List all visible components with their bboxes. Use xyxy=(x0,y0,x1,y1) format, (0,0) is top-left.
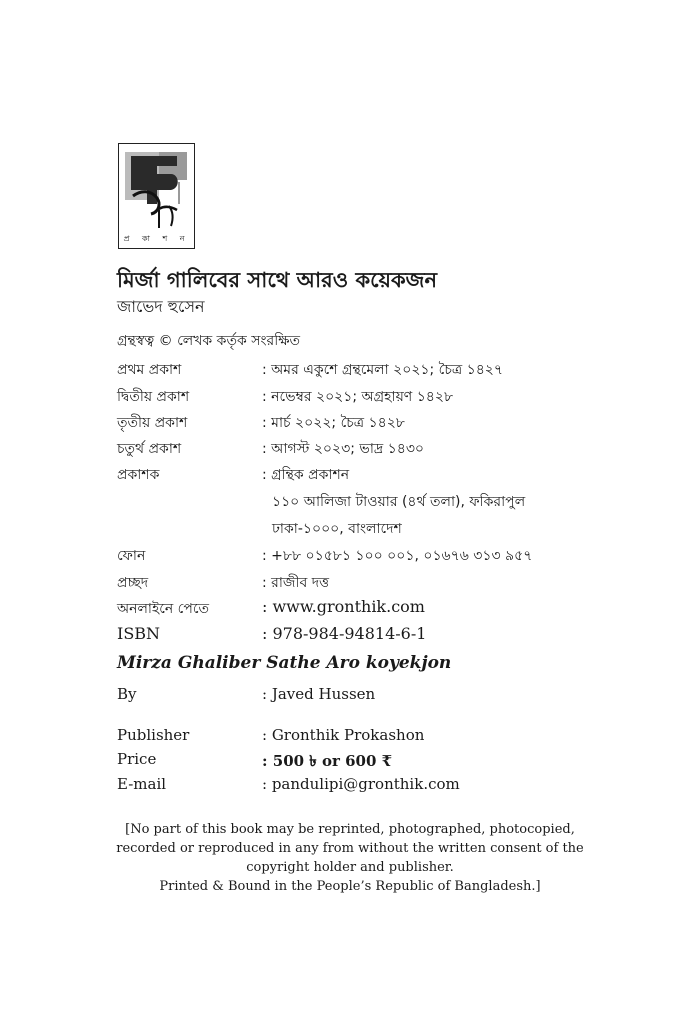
rights-notice xyxy=(100,820,600,896)
detail-value: : আগস্ট ২০২৩; ভাদ্র ১৪৩০ xyxy=(262,441,425,457)
detail-label: প্রকাশক xyxy=(117,467,160,483)
detail-label: দ্বিতীয় প্রকাশ xyxy=(117,389,190,405)
detail-label: তৃতীয় প্রকাশ xyxy=(117,415,188,431)
author-name: জাভেদ হুসেন xyxy=(117,297,205,316)
english-publisher-label: Publisher xyxy=(117,726,190,744)
website-link[interactable]: : www.gronthik.com xyxy=(262,597,425,616)
online-label: অনলাইনে পেতে xyxy=(117,601,209,617)
notice-line: recorded or reproduced in any from without the written consent of the xyxy=(116,841,584,856)
english-price-label: Price xyxy=(117,750,157,768)
contact-label: ফোন xyxy=(117,548,146,564)
detail-value: : গ্রন্থিক প্রকাশন xyxy=(262,467,350,483)
contact-value: : রাজীব দত্ত xyxy=(262,575,330,591)
contact-value: : +৮৮ ০১৫৮১ ১০০ ০০১, ০১৬৭৬ ৩১৩ ৯৫৭ xyxy=(262,548,533,564)
isbn-value: : 978-984-94814-6-1 xyxy=(262,624,427,643)
logo-caption: প্র কা শ ন xyxy=(123,234,190,243)
detail-label: প্রথম প্রকাশ xyxy=(117,362,182,378)
english-by-label: By xyxy=(117,685,137,703)
detail-label: চতুর্থ প্রকাশ xyxy=(117,441,182,457)
isbn-label: ISBN xyxy=(117,624,161,643)
copyright-line: গ্রন্থস্বত্ব © লেখক কর্তৃক সংরক্ষিত xyxy=(117,333,301,349)
detail-value: : নভেম্বর ২০২১; অগ্রহায়ণ ১৪২৮ xyxy=(262,389,454,405)
english-price-value: : 500 ৳ or 600 ₹ xyxy=(262,752,393,770)
detail-value: : মার্চ ২০২২; চৈত্র ১৪২৮ xyxy=(262,415,405,431)
book-title: মির্জা গালিবের সাথে আরও কয়েকজন xyxy=(117,268,437,292)
english-title: Mirza Ghaliber Sathe Aro koyekjon xyxy=(117,653,452,673)
notice-line: Printed & Bound in the People’s Republic of Bangladesh.] xyxy=(159,879,541,894)
english-email-label: E-mail xyxy=(117,775,167,793)
publisher-address-line: ঢাকা-১০০০, বাংলাদেশ xyxy=(272,521,402,537)
notice-line: [No part of this book may be reprinted, photographed, photocopied, xyxy=(125,822,575,837)
contact-label: প্রচ্ছদ xyxy=(117,575,149,591)
notice-line: copyright holder and publisher. xyxy=(246,860,454,875)
english-by-value: : Javed Hussen xyxy=(262,685,376,703)
publisher-address-line: ১১০ আলিজা টাওয়ার (৪র্থ তলা), ফকিরাপুল xyxy=(272,494,526,510)
detail-value: : অমর একুশে গ্রন্থমেলা ২০২১; চৈত্র ১৪২৭ xyxy=(262,362,504,378)
publisher-logo xyxy=(118,143,195,249)
email-link[interactable]: : pandulipi@gronthik.com xyxy=(262,775,460,793)
english-publisher-value: : Gronthik Prokashon xyxy=(262,726,425,744)
